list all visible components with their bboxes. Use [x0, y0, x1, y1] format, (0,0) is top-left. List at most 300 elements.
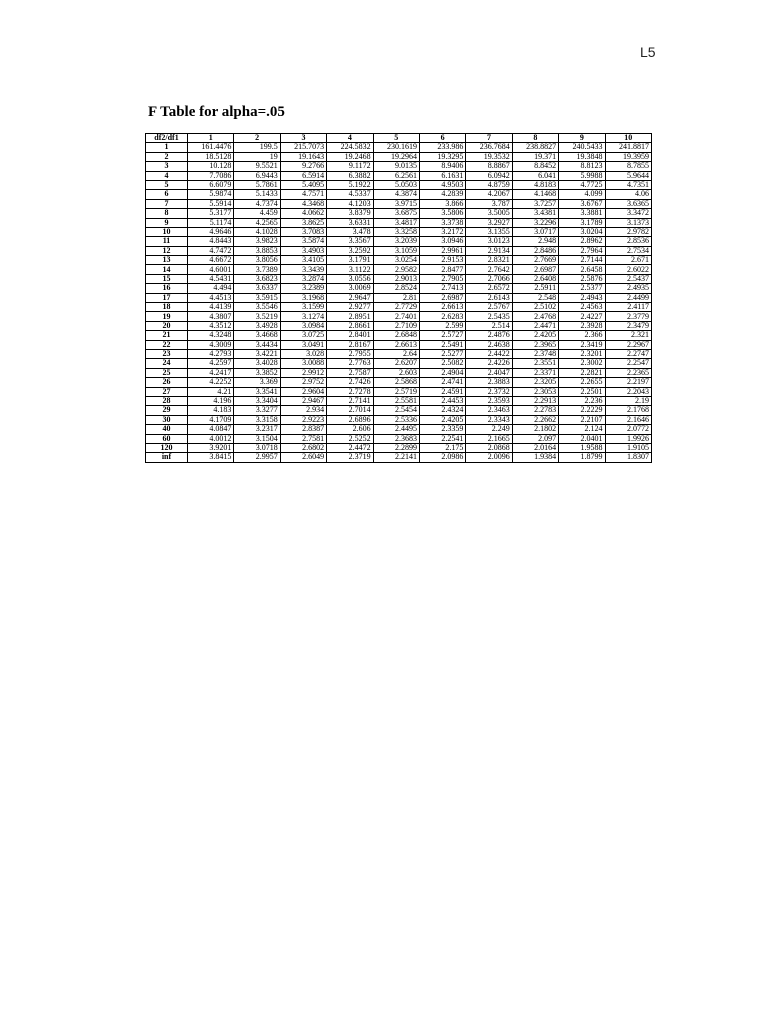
column-header: 9: [559, 134, 605, 143]
table-cell: 4.2067: [466, 190, 512, 199]
table-cell: 2.4876: [466, 331, 512, 340]
table-cell: 2.5727: [419, 331, 465, 340]
row-header: 10: [146, 227, 188, 236]
table-cell: 4.9503: [419, 180, 465, 189]
table-cell: 2.5876: [559, 274, 605, 283]
table-cell: 6.9443: [234, 171, 280, 180]
table-row: [146, 312, 652, 321]
row-header: 14: [146, 265, 188, 274]
table-cell: 9.1172: [327, 162, 373, 171]
table-cell: 2.6802: [280, 443, 326, 452]
table-cell: 2.7763: [327, 359, 373, 368]
table-cell: 19.3959: [605, 152, 651, 161]
table-cell: 215.7073: [280, 143, 326, 152]
table-cell: 2.366: [559, 331, 605, 340]
table-cell: 4.2793: [188, 349, 234, 358]
table-row: [146, 256, 652, 265]
table-cell: 3.0556: [327, 274, 373, 283]
table-cell: 19: [234, 152, 280, 161]
table-cell: 3.0717: [512, 227, 558, 236]
table-cell: 241.8817: [605, 143, 651, 152]
row-header: 27: [146, 387, 188, 396]
table-cell: 3.3404: [234, 396, 280, 405]
table-cell: 3.8625: [280, 218, 326, 227]
table-cell: 2.9134: [466, 246, 512, 255]
table-cell: 1.8799: [559, 453, 605, 462]
table-cell: 1.9384: [512, 453, 558, 462]
table-cell: 4.459: [234, 209, 280, 218]
table-cell: 8.8123: [559, 162, 605, 171]
table-cell: 4.3512: [188, 321, 234, 330]
table-cell: 2.321: [605, 331, 651, 340]
table-cell: 4.1468: [512, 190, 558, 199]
row-header: 15: [146, 274, 188, 283]
table-cell: 2.0772: [605, 425, 651, 434]
table-cell: 6.041: [512, 171, 558, 180]
table-cell: 8.8867: [466, 162, 512, 171]
table-cell: 3.4928: [234, 321, 280, 330]
table-row: [146, 171, 652, 180]
table-cell: 3.2172: [419, 227, 465, 236]
table-cell: 2.2655: [559, 378, 605, 387]
table-cell: 3.0204: [559, 227, 605, 236]
table-cell: 2.7413: [419, 284, 465, 293]
column-header: 7: [466, 134, 512, 143]
row-header: 3: [146, 162, 188, 171]
table-cell: 2.1768: [605, 406, 651, 415]
row-header: 9: [146, 218, 188, 227]
table-cell: 2.0164: [512, 443, 558, 452]
table-cell: 4.4139: [188, 303, 234, 312]
table-row: [146, 246, 652, 255]
table-cell: 2.4563: [559, 303, 605, 312]
table-cell: 2.0096: [466, 453, 512, 462]
table-cell: 2.19: [605, 396, 651, 405]
table-cell: 2.3683: [373, 434, 419, 443]
table-row: [146, 425, 652, 434]
table-cell: 2.4205: [419, 415, 465, 424]
table-cell: 2.6613: [419, 303, 465, 312]
table-cell: 2.81: [373, 293, 419, 302]
table-cell: 2.4226: [466, 359, 512, 368]
table-cell: 19.3848: [559, 152, 605, 161]
table-cell: 4.7571: [280, 190, 326, 199]
table-cell: 2.3732: [466, 387, 512, 396]
table-cell: 5.0503: [373, 180, 419, 189]
table-cell: 2.9957: [234, 453, 280, 462]
table-cell: 2.5277: [419, 349, 465, 358]
table-cell: 3.7389: [234, 265, 280, 274]
table-cell: 4.2565: [234, 218, 280, 227]
table-cell: 2.2141: [373, 453, 419, 462]
table-cell: 2.6022: [605, 265, 651, 274]
table-cell: 3.1059: [373, 246, 419, 255]
table-cell: 2.3371: [512, 368, 558, 377]
table-cell: 2.2547: [605, 359, 651, 368]
row-header: 5: [146, 180, 188, 189]
table-cell: 3.2317: [234, 425, 280, 434]
row-header: 120: [146, 443, 188, 452]
table-cell: 3.4903: [280, 246, 326, 255]
table-cell: 3.866: [419, 199, 465, 208]
table-cell: 2.3479: [605, 321, 651, 330]
table-cell: 2.1646: [605, 415, 651, 424]
table-cell: 4.1203: [327, 199, 373, 208]
table-cell: 3.2927: [466, 218, 512, 227]
table-cell: 2.4422: [466, 349, 512, 358]
table-cell: 3.3541: [234, 387, 280, 396]
table-cell: 2.6987: [419, 293, 465, 302]
table-cell: 2.5082: [419, 359, 465, 368]
table-cell: 4.3468: [280, 199, 326, 208]
table-row: [146, 265, 652, 274]
table-cell: 19.2468: [327, 152, 373, 161]
table-row: [146, 293, 652, 302]
table-cell: 2.6408: [512, 274, 558, 283]
header-row: [146, 134, 652, 143]
table-cell: 2.8661: [327, 321, 373, 330]
table-cell: 3.1373: [605, 218, 651, 227]
table-cell: 4.8759: [466, 180, 512, 189]
table-cell: 2.9277: [327, 303, 373, 312]
table-cell: 2.8321: [466, 256, 512, 265]
table-cell: 2.3343: [466, 415, 512, 424]
table-cell: 19.3532: [466, 152, 512, 161]
table-cell: 2.7905: [419, 274, 465, 283]
table-cell: 2.3593: [466, 396, 512, 405]
table-row: [146, 209, 652, 218]
table-cell: 2.548: [512, 293, 558, 302]
table-cell: 10.128: [188, 162, 234, 171]
table-cell: 2.2107: [559, 415, 605, 424]
table-cell: 6.2561: [373, 171, 419, 180]
table-cell: 2.7955: [327, 349, 373, 358]
table-cell: 3.4105: [280, 256, 326, 265]
row-header: 29: [146, 406, 188, 415]
table-cell: 2.5102: [512, 303, 558, 312]
table-cell: 2.0401: [559, 434, 605, 443]
table-cell: 3.6331: [327, 218, 373, 227]
table-cell: 4.0012: [188, 434, 234, 443]
table-cell: 2.9467: [280, 396, 326, 405]
table-cell: 3.3852: [234, 368, 280, 377]
table-cell: 2.2747: [605, 349, 651, 358]
table-cell: 4.6001: [188, 265, 234, 274]
table-cell: 2.8486: [512, 246, 558, 255]
table-row: [146, 227, 652, 236]
table-cell: 2.948: [512, 237, 558, 246]
table-cell: 2.7534: [605, 246, 651, 255]
table-cell: 3.478: [327, 227, 373, 236]
row-header: 6: [146, 190, 188, 199]
table-cell: 4.06: [605, 190, 651, 199]
table-cell: 2.4935: [605, 284, 651, 293]
table-cell: 2.4453: [419, 396, 465, 405]
column-header: 3: [280, 134, 326, 143]
table-cell: 4.21: [188, 387, 234, 396]
table-cell: 2.8962: [559, 237, 605, 246]
column-header: 4: [327, 134, 373, 143]
table-cell: 3.1968: [280, 293, 326, 302]
table-cell: 2.4227: [559, 312, 605, 321]
table-cell: 2.2197: [605, 378, 651, 387]
table-cell: 2.934: [280, 406, 326, 415]
table-cell: 3.2874: [280, 274, 326, 283]
row-header: 23: [146, 349, 188, 358]
table-row: [146, 143, 652, 152]
table-cell: 3.8379: [327, 209, 373, 218]
table-cell: 3.3738: [419, 218, 465, 227]
table-row: [146, 331, 652, 340]
table-cell: 3.0123: [466, 237, 512, 246]
table-cell: 3.7083: [280, 227, 326, 236]
table-cell: 2.4324: [419, 406, 465, 415]
table-cell: 2.2501: [559, 387, 605, 396]
table-cell: 4.2252: [188, 378, 234, 387]
table-cell: 3.4381: [512, 209, 558, 218]
row-header: 40: [146, 425, 188, 434]
table-cell: 3.9715: [373, 199, 419, 208]
table-cell: 2.8401: [327, 331, 373, 340]
table-cell: 4.494: [188, 284, 234, 293]
table-cell: 3.5546: [234, 303, 280, 312]
table-cell: 2.6987: [512, 265, 558, 274]
table-cell: 4.099: [559, 190, 605, 199]
table-cell: 2.6283: [419, 312, 465, 321]
table-cell: 3.6875: [373, 209, 419, 218]
f-table: [145, 133, 652, 463]
table-cell: 3.7257: [512, 199, 558, 208]
table-cell: 6.0942: [466, 171, 512, 180]
table-cell: 3.3881: [559, 209, 605, 218]
table-row: [146, 180, 652, 189]
table-cell: 19.2964: [373, 152, 419, 161]
table-cell: 3.0254: [373, 256, 419, 265]
table-cell: 2.2662: [512, 415, 558, 424]
table-cell: 4.7472: [188, 246, 234, 255]
table-cell: 4.7374: [234, 199, 280, 208]
table-row: [146, 359, 652, 368]
table-row: [146, 406, 652, 415]
column-header: 2: [234, 134, 280, 143]
table-cell: 4.2597: [188, 359, 234, 368]
table-cell: 4.4513: [188, 293, 234, 302]
table-cell: 2.5911: [512, 284, 558, 293]
column-header: 10: [605, 134, 651, 143]
table-cell: 2.7109: [373, 321, 419, 330]
table-cell: 2.8524: [373, 284, 419, 293]
table-cell: 2.64: [373, 349, 419, 358]
table-cell: 6.5914: [280, 171, 326, 180]
table-cell: 2.3883: [466, 378, 512, 387]
table-cell: 3.9201: [188, 443, 234, 452]
table-cell: 8.7855: [605, 162, 651, 171]
table-cell: 2.4768: [512, 312, 558, 321]
table-cell: 5.9874: [188, 190, 234, 199]
row-header: 18: [146, 303, 188, 312]
table-cell: 18.5128: [188, 152, 234, 161]
table-cell: 2.2541: [419, 434, 465, 443]
table-cell: 1.9588: [559, 443, 605, 452]
table-cell: 4.5337: [327, 190, 373, 199]
table-cell: 3.5874: [280, 237, 326, 246]
row-header: 19: [146, 312, 188, 321]
table-cell: 4.8443: [188, 237, 234, 246]
page-number-label: L5: [640, 44, 656, 60]
row-header: 7: [146, 199, 188, 208]
table-cell: 3.2296: [512, 218, 558, 227]
table-cell: 2.6848: [373, 331, 419, 340]
table-cell: 2.4205: [512, 331, 558, 340]
table-cell: 2.4047: [466, 368, 512, 377]
table-cell: 2.2899: [373, 443, 419, 452]
table-cell: 2.2229: [559, 406, 605, 415]
table-cell: 4.7351: [605, 180, 651, 189]
table-cell: 4.6672: [188, 256, 234, 265]
table-row: [146, 368, 652, 377]
table-cell: 3.4668: [234, 331, 280, 340]
row-header: 1: [146, 143, 188, 152]
row-header: 30: [146, 415, 188, 424]
table-cell: 4.9646: [188, 227, 234, 236]
table-cell: 2.6572: [466, 284, 512, 293]
table-row: [146, 237, 652, 246]
table-cell: 3.2039: [373, 237, 419, 246]
table-row: [146, 349, 652, 358]
table-cell: 3.0718: [234, 443, 280, 452]
table-cell: 2.2043: [605, 387, 651, 396]
row-header: 22: [146, 340, 188, 349]
row-header: inf: [146, 453, 188, 462]
row-header: 11: [146, 237, 188, 246]
table-cell: 2.1802: [512, 425, 558, 434]
table-cell: 3.1789: [559, 218, 605, 227]
table-cell: 7.7086: [188, 171, 234, 180]
table-cell: 2.7669: [512, 256, 558, 265]
table-cell: 5.3177: [188, 209, 234, 218]
table-cell: 4.2839: [419, 190, 465, 199]
table-cell: 2.4943: [559, 293, 605, 302]
table-cell: 2.3463: [466, 406, 512, 415]
row-header: 60: [146, 434, 188, 443]
table-cell: 3.5806: [419, 209, 465, 218]
table-row: [146, 162, 652, 171]
table-cell: 2.097: [512, 434, 558, 443]
table-cell: 19.3295: [419, 152, 465, 161]
table-cell: 4.0662: [280, 209, 326, 218]
table-cell: 3.6337: [234, 284, 280, 293]
table-cell: 3.0491: [280, 340, 326, 349]
table-cell: 3.4221: [234, 349, 280, 358]
table-cell: 2.3748: [512, 349, 558, 358]
table-cell: 3.5915: [234, 293, 280, 302]
table-cell: 2.4471: [512, 321, 558, 330]
table-cell: 2.249: [466, 425, 512, 434]
table-cell: 2.4495: [373, 425, 419, 434]
table-cell: 238.8827: [512, 143, 558, 152]
table-cell: 3.3158: [234, 415, 280, 424]
table-cell: 2.6207: [373, 359, 419, 368]
table-cell: 2.7642: [466, 265, 512, 274]
table-cell: 2.3002: [559, 359, 605, 368]
table-cell: 2.4591: [419, 387, 465, 396]
table-cell: 2.3928: [559, 321, 605, 330]
table-cell: 2.5491: [419, 340, 465, 349]
table-cell: 3.4434: [234, 340, 280, 349]
table-cell: 2.7729: [373, 303, 419, 312]
table-cell: 2.5435: [466, 312, 512, 321]
table-cell: 2.7587: [327, 368, 373, 377]
table-cell: 4.3874: [373, 190, 419, 199]
table-cell: 3.0725: [280, 331, 326, 340]
table-row: [146, 378, 652, 387]
table-cell: 2.6458: [559, 265, 605, 274]
table-cell: 240.5433: [559, 143, 605, 152]
row-header: 21: [146, 331, 188, 340]
table-cell: 4.2417: [188, 368, 234, 377]
table-cell: 4.183: [188, 406, 234, 415]
table-cell: 1.9105: [605, 443, 651, 452]
table-cell: 2.0986: [419, 453, 465, 462]
table-cell: 3.6823: [234, 274, 280, 283]
table-row: [146, 218, 652, 227]
table-cell: 5.4095: [280, 180, 326, 189]
row-header: 4: [146, 171, 188, 180]
table-cell: 2.8536: [605, 237, 651, 246]
table-cell: 3.3567: [327, 237, 373, 246]
table-cell: 2.4117: [605, 303, 651, 312]
table-cell: 2.603: [373, 368, 419, 377]
table-cell: 6.6079: [188, 180, 234, 189]
row-header: 24: [146, 359, 188, 368]
table-row: [146, 274, 652, 283]
table-title: F Table for alpha=.05: [148, 104, 285, 120]
table-cell: 3.1599: [280, 303, 326, 312]
table-cell: 3.9823: [234, 237, 280, 246]
table-cell: 233.986: [419, 143, 465, 152]
table-cell: 2.0868: [466, 443, 512, 452]
table-row: [146, 284, 652, 293]
table-cell: 3.1504: [234, 434, 280, 443]
table-cell: 2.671: [605, 256, 651, 265]
table-cell: 2.5454: [373, 406, 419, 415]
table-cell: 2.4904: [419, 368, 465, 377]
table-cell: 5.5914: [188, 199, 234, 208]
table-row: [146, 434, 652, 443]
column-header: 8: [512, 134, 558, 143]
table-cell: 3.1791: [327, 256, 373, 265]
table-cell: 2.8387: [280, 425, 326, 434]
table-cell: 2.9582: [373, 265, 419, 274]
table-cell: 2.5437: [605, 274, 651, 283]
table-row: [146, 340, 652, 349]
column-header: 5: [373, 134, 419, 143]
row-header: 25: [146, 368, 188, 377]
table-cell: 6.1631: [419, 171, 465, 180]
table-cell: 2.3551: [512, 359, 558, 368]
table-cell: 3.6767: [559, 199, 605, 208]
table-cell: 2.9752: [280, 378, 326, 387]
table-cell: 2.2821: [559, 368, 605, 377]
table-cell: 2.4741: [419, 378, 465, 387]
table-row: [146, 321, 652, 330]
table-cell: 4.7725: [559, 180, 605, 189]
table-cell: 3.0946: [419, 237, 465, 246]
table-cell: 2.3779: [605, 312, 651, 321]
table-cell: 4.1028: [234, 227, 280, 236]
table-cell: 3.4028: [234, 359, 280, 368]
table-cell: 2.6896: [327, 415, 373, 424]
